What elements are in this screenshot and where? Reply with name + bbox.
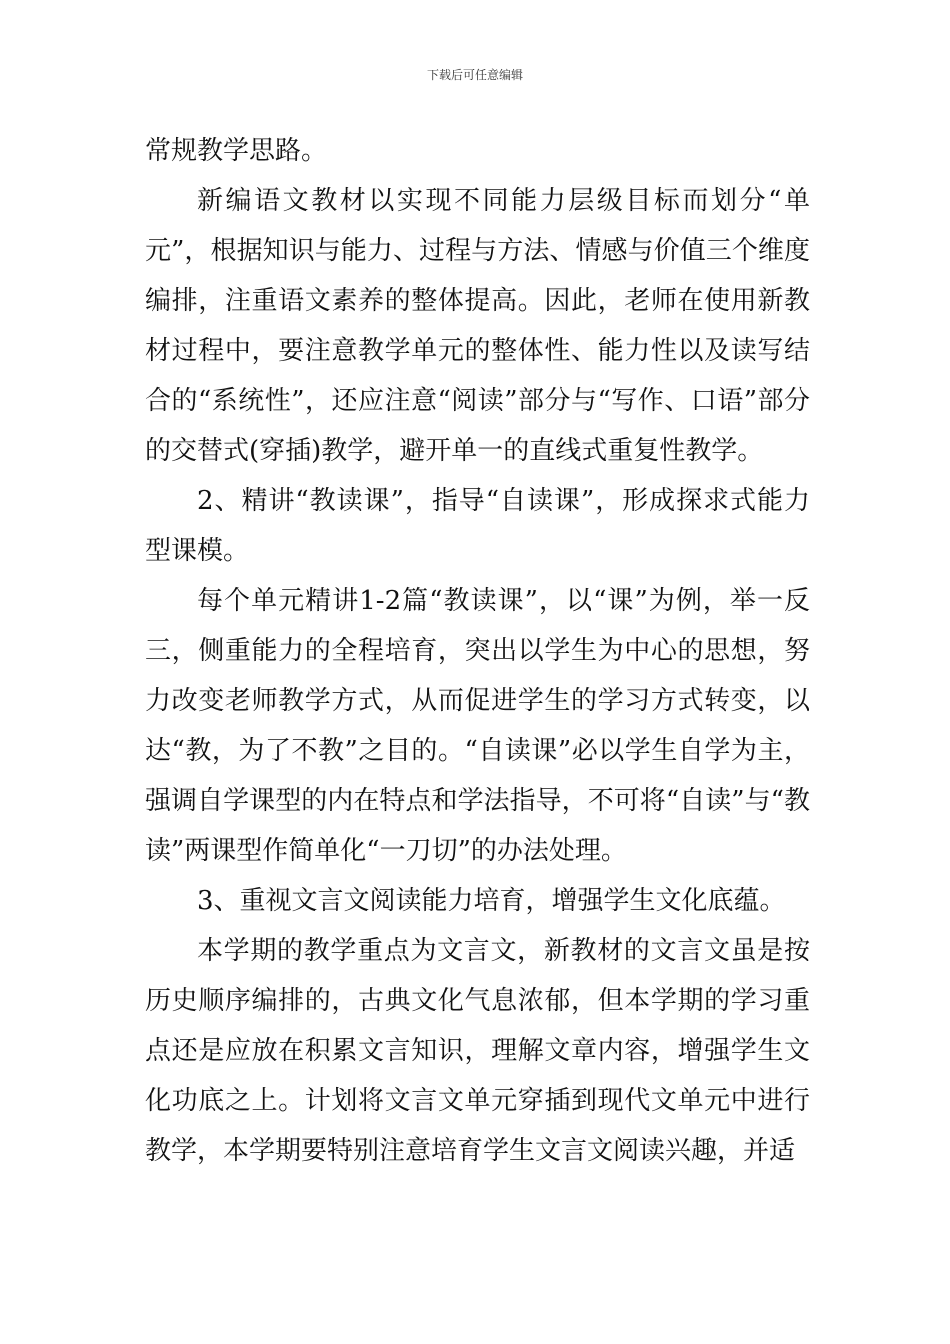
page-header: 下载后可任意编辑 [426, 68, 523, 82]
section-heading-2: 2、精讲“教读课”，指导“自读课”，形成探求式能力型课模。 [145, 486, 810, 566]
paragraph-reading-lessons: 每个单元精讲1-2篇“教读课”，以“课”为例，举一反三，侧重能力的全程培育，突出以学生为中心的思想，努力改变老师教学方式，从而促进学生的学习方式转变，以达“教，为了不教”之目的。“自读课”必以学生自学为主，强调自学课型的内在特点和学法指导，不可将“自读”与“教读”两课型作简单化“一刀切”的办法处理。 [145, 586, 810, 866]
document-body [145, 126, 810, 1176]
paragraph-classical-chinese: 本学期的教学重点为文言文，新教材的文言文虽是按历史顺序编排的，古典文化气息浓郁，但本学期的学习重点还是应放在积累文言知识，理解文章内容，增强学生文化功底之上。计划将文言文单元穿插到现代文单元中进行教学，本学期要特别注意培育学生文言文阅读兴趣，并适 [145, 936, 810, 1166]
paragraph-unit-structure: 新编语文教材以实现不同能力层级目标而划分“单元”，根据知识与能力、过程与方法、情感与价值三个维度编排，注重语文素养的整体提高。因此，老师在使用新教材过程中，要注意教学单元的整体性、能力性以及读写结合的“系统性”，还应注意“阅读”部分与“写作、口语”部分的交替式(穿插)教学，避开单一的直线式重复性教学。 [145, 186, 810, 466]
section-heading-3: 3、重视文言文阅读能力培育，增强学生文化底蕴。 [197, 886, 786, 916]
paragraph-continuation: 常规教学思路。 [145, 136, 328, 166]
